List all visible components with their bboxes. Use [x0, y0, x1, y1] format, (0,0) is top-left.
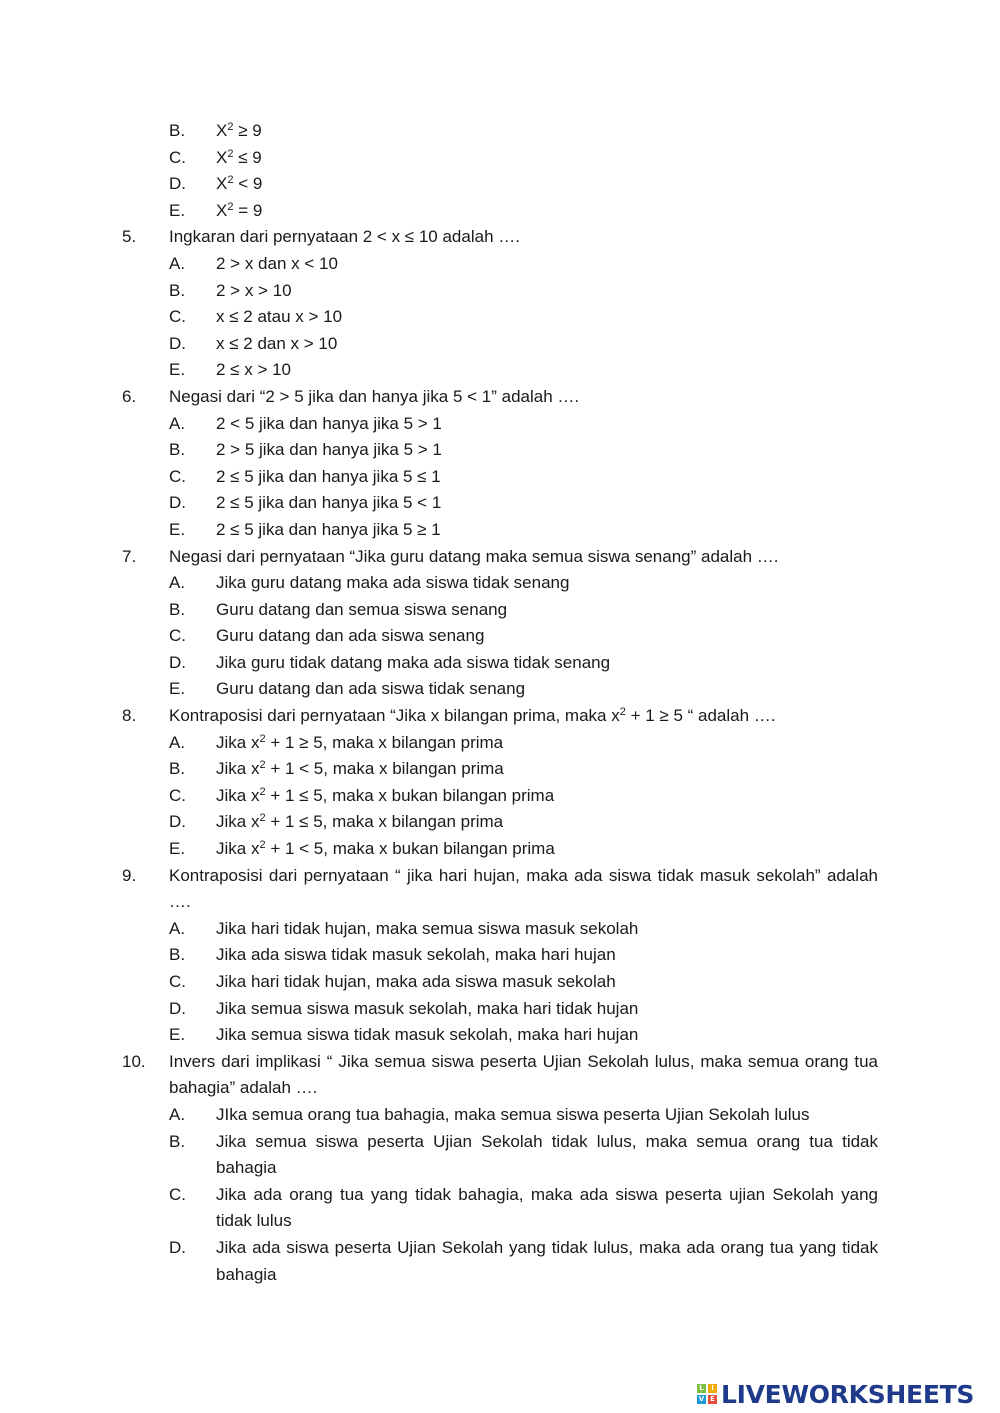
option-letter: C.	[169, 626, 186, 646]
option-letter: C.	[169, 785, 186, 805]
worksheet	[0, 118, 1000, 1288]
option-4c	[0, 145, 1000, 172]
question-text: Invers dari implikasi “ Jika semua siswa peserta Ujian Sekolah lulus, maka semua orang tua bahagia” adalah ….	[169, 1051, 878, 1098]
question-9	[0, 863, 1000, 916]
option-letter: D.	[169, 333, 186, 353]
option-7a	[0, 570, 1000, 597]
option-6d	[0, 490, 1000, 517]
option-8c	[0, 783, 1000, 810]
option-letter: B.	[169, 121, 186, 140]
option-text: Jika guru tidak datang maka ada siswa tidak senang	[216, 652, 611, 672]
option-text: $X^2 = 9$	[216, 200, 263, 220]
option-9b	[0, 942, 1000, 969]
option-text: 2 ≤ 5 jika dan hanya jika 5 ≤ 1	[216, 466, 441, 486]
question-5	[0, 224, 1000, 251]
option-text: 2 > 5 jika dan hanya jika 5 > 1	[216, 440, 442, 460]
option-5c	[0, 304, 1000, 331]
option-letter: D.	[169, 493, 186, 513]
option-7b	[0, 597, 1000, 624]
option-letter: E.	[169, 360, 186, 380]
option-text: Jika hari tidak hujan, maka semua siswa masuk sekolah	[216, 918, 639, 938]
question-text: Kontraposisi dari pernyataan “ jika hari hujan, maka ada siswa tidak masuk sekolah” adalah ….	[169, 865, 878, 912]
option-letter: B.	[169, 945, 186, 965]
option-8a	[0, 730, 1000, 757]
option-letter: D.	[169, 812, 186, 832]
option-letter: E.	[169, 1025, 186, 1045]
option-5e	[0, 357, 1000, 384]
option-text: Jika hari tidak hujan, maka ada siswa masuk sekolah	[216, 972, 616, 991]
option-6b	[0, 437, 1000, 464]
option-10c	[0, 1182, 1000, 1235]
option-letter: B.	[169, 1131, 186, 1151]
option-8e	[0, 836, 1000, 863]
question-number: 10.	[122, 1051, 146, 1071]
option-letter: D.	[169, 652, 186, 672]
question-7	[0, 544, 1000, 571]
option-text: 2 > x dan x < 10	[216, 253, 338, 273]
option-4b	[0, 118, 1000, 145]
option-9e	[0, 1022, 1000, 1049]
question-text: Ingkaran dari pernyataan 2 < x ≤ 10 adalah ….	[169, 227, 520, 247]
option-text: Jika semua siswa masuk sekolah, maka hari tidak hujan	[216, 998, 639, 1018]
option-text: 2 ≤ 5 jika dan hanya jika 5 ≥ 1	[216, 519, 441, 539]
option-text: 2 > x > 10	[216, 280, 292, 300]
option-text: Jika $x^2 + 1 \le 5$, maka x bukan bilangan prima	[216, 785, 555, 805]
option-letter: A.	[169, 573, 186, 593]
option-5d	[0, 331, 1000, 358]
option-letter: D.	[169, 1237, 186, 1257]
option-letter: D.	[169, 174, 186, 194]
option-10b	[0, 1129, 1000, 1182]
option-text: Guru datang dan semua siswa senang	[216, 599, 508, 619]
option-letter: A.	[169, 918, 186, 938]
option-letter: C.	[169, 1184, 186, 1204]
option-text: JIka semua orang tua bahagia, maka semua siswa peserta Ujian Sekolah lulus	[216, 1104, 810, 1124]
question-number: 6.	[122, 386, 137, 406]
option-letter: B.	[169, 599, 186, 619]
option-text: $X^2 < 9$	[216, 174, 263, 194]
option-text: 2 ≤ 5 jika dan hanya jika 5 < 1	[216, 493, 442, 513]
option-text: Jika semua siswa tidak masuk sekolah, maka hari hujan	[216, 1025, 639, 1045]
question-text: Negasi dari pernyataan “Jika guru datang maka semua siswa senang” adalah ….	[169, 546, 779, 566]
option-text: Jika semua siswa peserta Ujian Sekolah tidak lulus, maka semua orang tua tidak bahagia	[216, 1131, 878, 1178]
brand-name: LIVEWORKSHEETS	[721, 1379, 975, 1409]
question-8	[0, 703, 1000, 730]
option-text: x ≤ 2 atau x > 10	[216, 307, 343, 327]
logo-mark-icon: L I V E	[697, 1384, 717, 1404]
option-letter: C.	[169, 972, 186, 991]
option-letter: E.	[169, 200, 186, 220]
option-letter: C.	[169, 466, 186, 486]
option-text: Guru datang dan ada siswa tidak senang	[216, 679, 526, 699]
option-letter: B.	[169, 759, 186, 779]
question-10	[0, 1049, 1000, 1102]
option-6a	[0, 411, 1000, 438]
option-letter: D.	[169, 998, 186, 1018]
option-text: 2 ≤ x > 10	[216, 360, 292, 380]
option-text: Jika $x^2 + 1 \le 5$, maka x bilangan prima	[216, 812, 504, 832]
option-4e	[0, 198, 1000, 225]
question-number: 5.	[122, 227, 137, 247]
option-letter: A.	[169, 732, 186, 752]
option-8d	[0, 809, 1000, 836]
option-text: Jika $x^2 + 1 < 5$, maka x bilangan prima	[216, 759, 504, 779]
option-text: Jika ada orang tua yang tidak bahagia, maka ada siswa peserta ujian Sekolah yang tidak lulus	[216, 1184, 878, 1231]
option-5b	[0, 278, 1000, 305]
question-number: 7.	[122, 546, 137, 566]
option-10a	[0, 1102, 1000, 1129]
option-letter: B.	[169, 440, 186, 460]
option-9d	[0, 996, 1000, 1023]
option-7e	[0, 676, 1000, 703]
option-text: Guru datang dan ada siswa senang	[216, 626, 485, 646]
option-text: Jika $x^2 + 1 < 5$, maka x bukan bilangan prima	[216, 839, 555, 859]
option-6e	[0, 517, 1000, 544]
option-text: Jika $x^2 + 1 \ge 5$, maka x bilangan prima	[216, 732, 504, 752]
option-text: Jika ada siswa peserta Ujian Sekolah yang tidak lulus, maka ada orang tua yang tidak bahagia	[216, 1237, 878, 1284]
option-7c	[0, 623, 1000, 650]
option-text: 2 < 5 jika dan hanya jika 5 > 1	[216, 413, 442, 433]
option-letter: E.	[169, 519, 186, 539]
question-6	[0, 384, 1000, 411]
option-letter: E.	[169, 679, 186, 699]
option-9a	[0, 916, 1000, 943]
option-5a	[0, 251, 1000, 278]
option-letter: A.	[169, 253, 186, 273]
option-text: $X^2 \ge 9$	[216, 121, 262, 140]
option-text: Jika ada siswa tidak masuk sekolah, maka hari hujan	[216, 945, 616, 965]
option-4d	[0, 171, 1000, 198]
question-text: Kontraposisi dari pernyataan “Jika x bilangan prima, maka $x^2 + 1 \ge 5$ “ adalah ….	[169, 706, 776, 726]
question-text: Negasi dari “2 > 5 jika dan hanya jika 5 < 1” adalah ….	[169, 386, 580, 406]
option-9c	[0, 969, 1000, 996]
option-letter: C.	[169, 147, 186, 167]
option-8b	[0, 756, 1000, 783]
question-number: 8.	[122, 706, 137, 726]
option-letter: C.	[169, 307, 186, 327]
liveworksheets-logo	[697, 1380, 974, 1408]
option-10d	[0, 1235, 1000, 1288]
question-number: 9.	[122, 865, 137, 885]
option-6c	[0, 464, 1000, 491]
option-letter: B.	[169, 280, 186, 300]
option-text: Jika guru datang maka ada siswa tidak senang	[216, 573, 570, 593]
option-text: $X^2 \le 9$	[216, 147, 262, 167]
option-letter: E.	[169, 839, 186, 859]
option-letter: A.	[169, 413, 186, 433]
option-text: x ≤ 2 dan x > 10	[216, 333, 338, 353]
option-7d	[0, 650, 1000, 677]
option-letter: A.	[169, 1104, 186, 1124]
